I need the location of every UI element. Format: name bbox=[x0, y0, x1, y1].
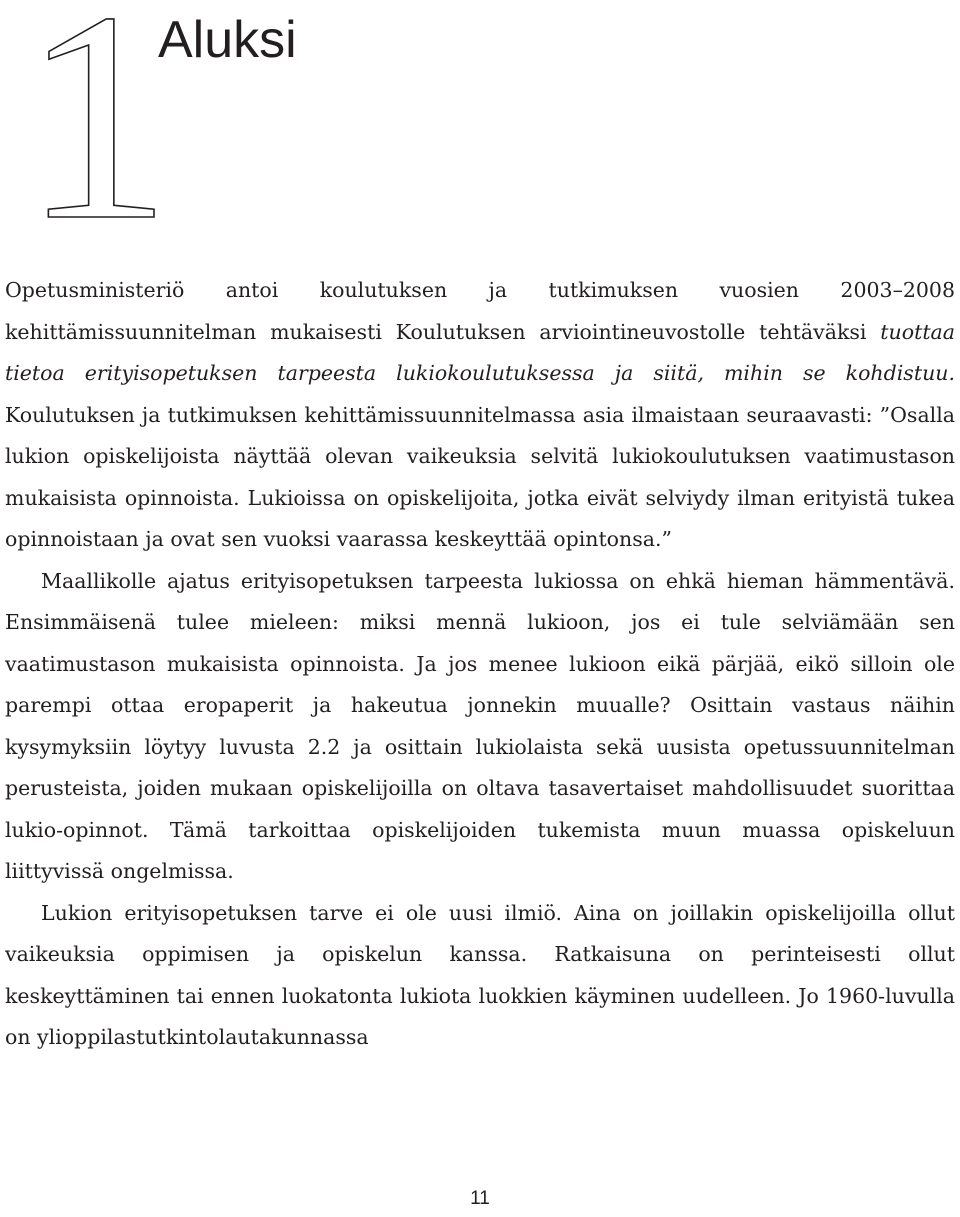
paragraph-1-emphasis: tuottaa tietoa erityisopetuksen tarpeesta lukiokoulutuksessa ja siitä, mihin se kohdistuu. bbox=[5, 319, 955, 385]
paragraph-3: Lukion erityisopetuksen tarve ei ole uusi ilmiö. Aina on joillakin opiskelijoilla ollut vaikeuksia oppimisen ja opiskelun kanssa. Ratkaisuna on perinteisesti ollut keskeyttäminen tai ennen luokatonta lukiota luokkien käyminen uudelleen. Jo 1960-luvulla on ylioppilastutkintolautakunnassa bbox=[5, 900, 955, 1049]
chapter-title: Aluksi bbox=[158, 11, 297, 69]
paragraph-1 bbox=[5, 270, 955, 561]
paragraph-1-intro: Opetusministeriö antoi koulutuksen ja tutkimuksen vuosien 2003–2008 kehittämissuunnitelman mukaisesti Koulutuksen arviointineuvostolle tehtäväksi bbox=[5, 278, 955, 344]
chapter-number: 1 bbox=[22, 0, 162, 282]
paragraph-2: Maallikolle ajatus erityisopetuksen tarpeesta lukiossa on ehkä hieman hämmentävä. Ensimmäisenä tulee mieleen: miksi mennä lukioon, jos ei tule selviämään sen vaatimustason mukaisista opinnoista. Ja jos menee lukioon eikä pärjää, eikö silloin ole parempi ottaa eropaperit ja hakeutua jonnekin muualle? Osittain vastaus näihin kysymyksiin löytyy luvusta 2.2 ja osittain lukiolaista sekä uusista opetussuunnitelman perusteista, joiden mukaan opiskelijoilla on oltava tasavertaiset mahdollisuudet suorittaa lukio-opinnot. Tämä tarkoittaa opiskelijoiden tukemista muun muassa opiskeluun liittyvissä ongelmissa. bbox=[5, 568, 955, 883]
body-text bbox=[5, 270, 955, 1059]
paragraph-1-rest: Koulutuksen ja tutkimuksen kehittämissuunnitelmassa asia ilmaistaan seuraavasti: ”Osalla lukion opiskelijoista näyttää olevan vaikeuksia selvitä lukiokoulutuksen vaatimustason mukaisista opinnoista. Lukioissa on opiskelijoita, jotka eivät selviydy ilman erityistä tukea opinnoistaan ja ovat sen vuoksi vaarassa keskeyttää opintonsa.” bbox=[5, 402, 955, 551]
page-number: 11 bbox=[470, 1188, 490, 1209]
